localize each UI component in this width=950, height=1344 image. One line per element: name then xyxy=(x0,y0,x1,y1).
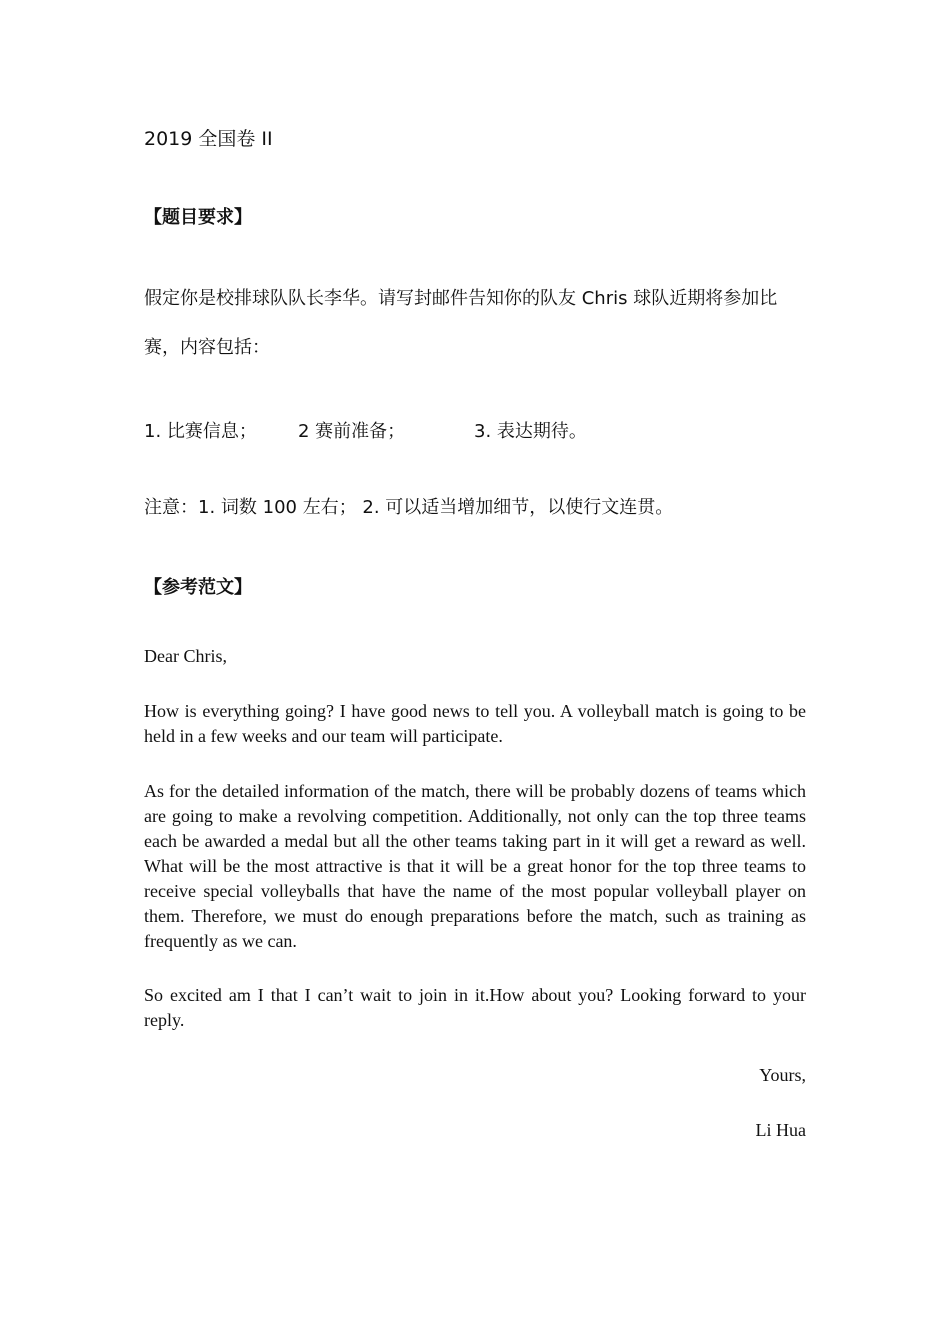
task-description-line-1: 假定你是校排球队队长李华。请写封邮件告知你的队友 Chris 球队近期将参加比 xyxy=(144,288,778,309)
letter-paragraph-3: So excited am I that I can’t wait to join in it.How about you? Looking forward to your reply. xyxy=(144,985,806,1030)
letter-greeting: Dear Chris, xyxy=(144,646,227,666)
task-description-line-2: 赛，内容包括： xyxy=(144,337,270,358)
section-heading-sample: 【参考范文】 xyxy=(144,577,252,598)
letter-paragraph-2: As for the detailed information of the match, there will be probably dozens of teams which are going to make a revolving competition. Additionally, not only can the top three teams each be awarded a medal but all the other teams taking part in it will get a reward as well. What will be the most attractive is that it will be a great honor for the top three teams to receive special volleyballs that have the name of the most popular volleyball player on them. Therefore, we must do enough preparations before the match, such as training as frequently as we can. xyxy=(144,781,806,951)
section-heading-requirements: 【题目要求】 xyxy=(144,207,252,228)
content-point-2: 2 赛前准备； xyxy=(298,421,406,442)
writing-note: 注意：1. 词数 100 左右； 2. 可以适当增加细节，以使行文连贯。 xyxy=(144,497,674,518)
letter-closing: Yours, xyxy=(759,1065,806,1085)
content-point-3: 3. 表达期待。 xyxy=(474,421,587,442)
content-point-1: 1. 比赛信息； xyxy=(144,421,257,442)
letter-paragraph-1: How is everything going? I have good news to tell you. A volleyball match is going to be held in a few weeks and our team will participate. xyxy=(144,701,806,746)
document-title: 2019 全国卷 II xyxy=(144,128,273,150)
letter-signature: Li Hua xyxy=(755,1120,806,1140)
